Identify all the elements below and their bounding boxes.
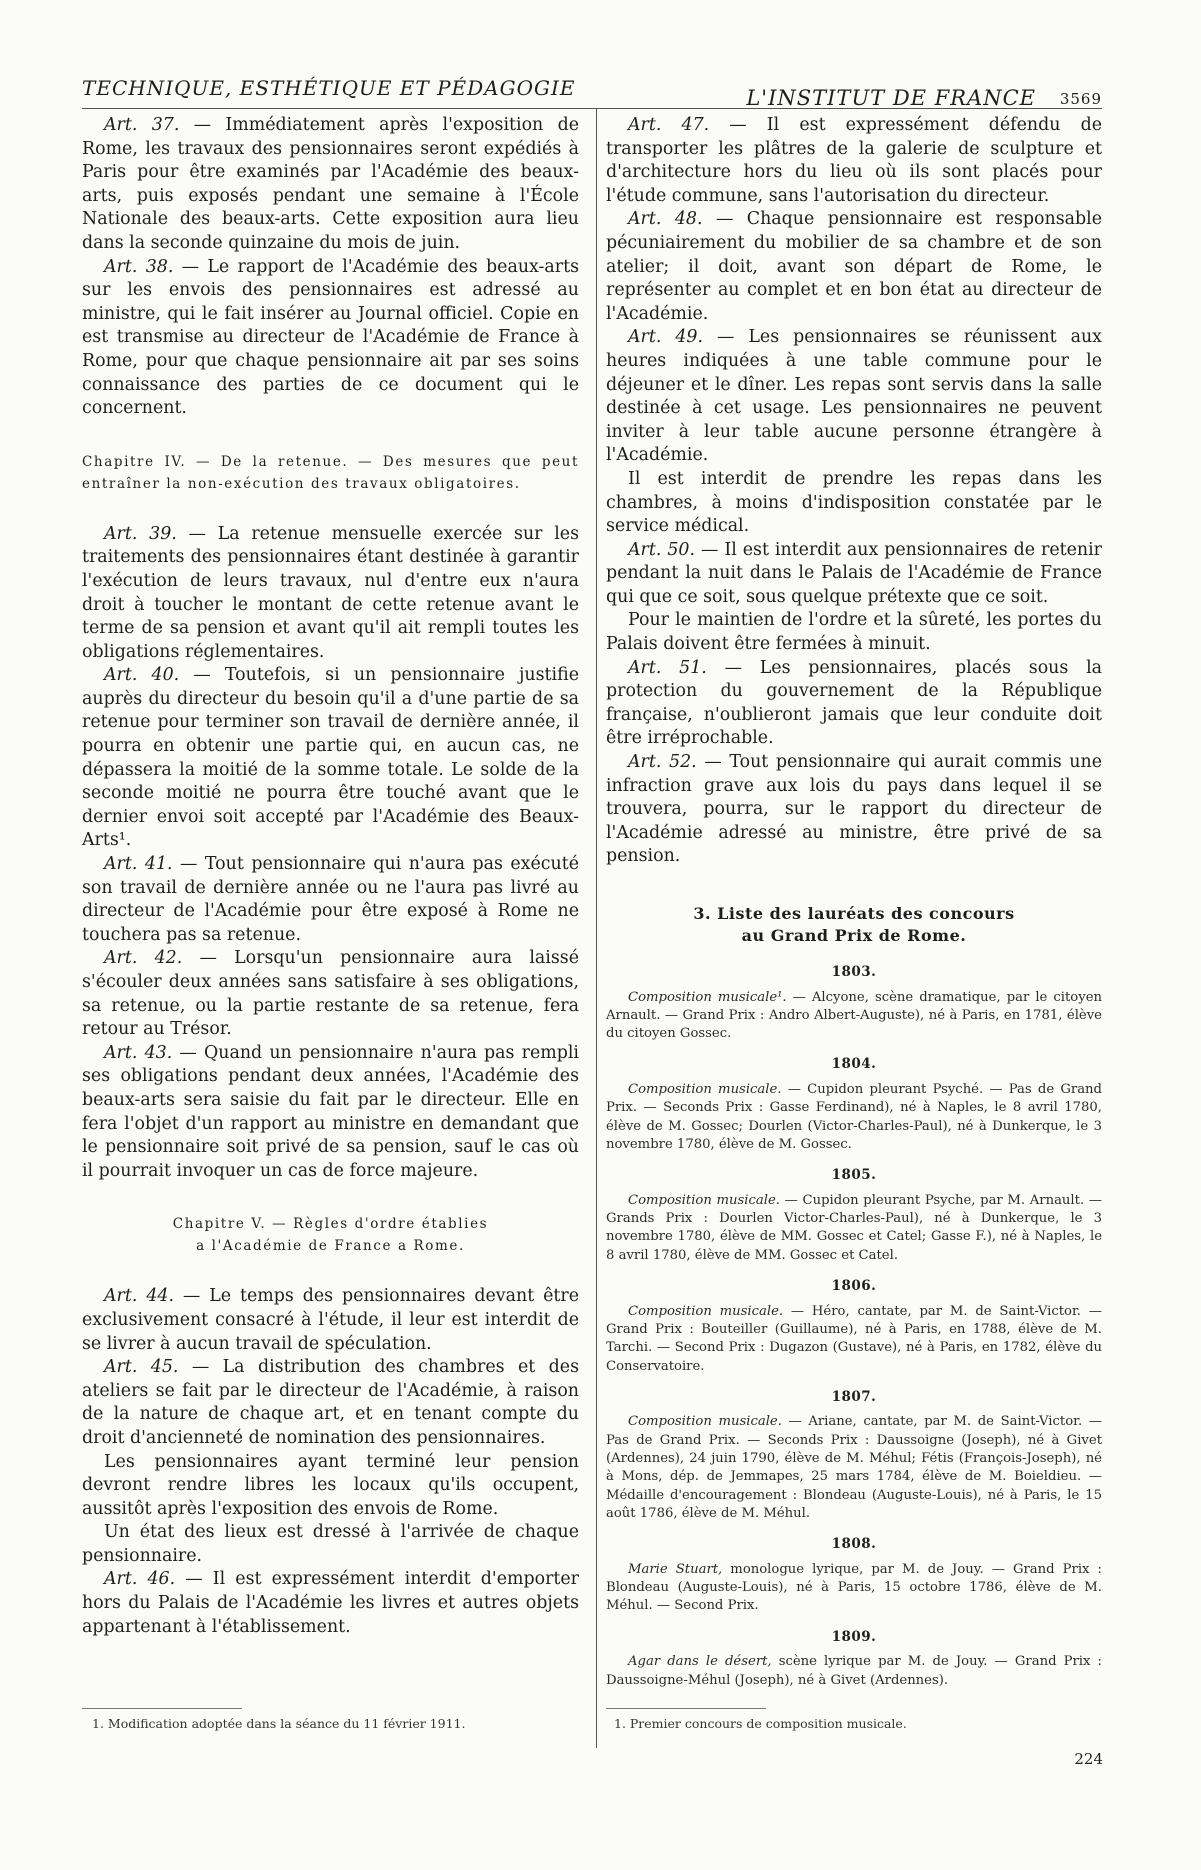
article-number: Art. 48. xyxy=(628,209,703,230)
article-number: Art. 44. xyxy=(104,1286,174,1307)
article-42 xyxy=(82,947,579,1041)
entry-text: — Héro, cantate, par M. de Saint-Victor. — Grand Prix : Bouteiller (Guillaume), né à Paris, en 1788, élève de M. Tarchi. — Second Prix : Dugazon (Gustave), né à Paris, en 1782, élève du Conservatoire. xyxy=(606,1303,1102,1374)
laureate-entry xyxy=(606,1192,1102,1265)
article-number: Art. 46. xyxy=(104,1569,176,1590)
article-52 xyxy=(606,751,1102,869)
right-column xyxy=(606,114,1102,1690)
chapter-5-line-1: Chapitre V. — Règles d'ordre établies xyxy=(172,1216,489,1233)
entry-lead: Composition musicale¹. xyxy=(628,989,787,1005)
paragraph xyxy=(606,468,1102,539)
article-text: — Tout pensionnaire qui aurait commis une infraction grave aux lois du pays dans lequel il se trouvera, pourra, sur le rapport du directeur de l'Académie adressé au ministre, être privé de sa pension. xyxy=(606,752,1103,867)
laureate-entry xyxy=(606,1303,1102,1376)
article-38 xyxy=(82,256,579,421)
article-44 xyxy=(82,1285,579,1356)
paragraph-text: Pour le maintien de l'ordre et la sûreté, les portes du Palais doivent être fermées à minuit. xyxy=(606,610,1102,655)
header-left: TECHNIQUE, ESTHÉTIQUE ET PÉDAGOGIE xyxy=(82,76,576,100)
year-heading: 1807. xyxy=(831,1388,877,1405)
entry-lead: Marie Stuart, xyxy=(628,1561,723,1577)
header-rule xyxy=(82,108,1102,109)
article-41 xyxy=(82,853,579,947)
header-right: L'INSTITUT DE FRANCE xyxy=(746,86,1036,110)
paragraph xyxy=(82,1521,579,1568)
laureate-entry xyxy=(606,1413,1102,1523)
article-51 xyxy=(606,657,1102,751)
chapter-4-heading: Chapitre IV. — De la retenue. — Des mesures que peut entraîner la non-exécution des travaux obligatoires. xyxy=(82,453,579,492)
article-number: Art. 39. xyxy=(104,523,177,544)
entry-text: — Ariane, cantate, par M. de Saint-Victor. — Pas de Grand Prix. — Seconds Prix : Daussoigne (Joseph), né à Givet (Ardennes), 24 juin 1790, élève de M. Méhul; Fétis (François-Joseph), né à Mons, dép. de Jemmapes, 25 mars 1784, élève de M. Boieldieu. — Médaille d'encouragement : Blondeau (Auguste-Louis), né à Paris, le 15 août 1786, élève de M. Méhul. xyxy=(606,1414,1102,1521)
article-number: Art. 47. xyxy=(628,115,710,135)
entry-lead: Agar dans le désert, xyxy=(628,1654,772,1670)
article-number: Art. 37. xyxy=(104,115,180,135)
running-header xyxy=(82,72,1102,110)
article-45 xyxy=(82,1356,579,1450)
footnote-left: 1. Modification adoptée dans la séance du 11 février 1911. xyxy=(92,1716,466,1731)
article-43 xyxy=(82,1042,579,1184)
article-text: — Il est interdit aux pensionnaires de retenir pendant la nuit dans le Palais de l'Académie de France qui que ce soit, sous quelque prétexte que ce soit. xyxy=(606,539,1102,607)
year-heading: 1804. xyxy=(831,1056,877,1073)
article-40 xyxy=(82,664,579,853)
year-heading: 1806. xyxy=(831,1278,877,1295)
article-48 xyxy=(606,208,1102,326)
section-title-line-1: 3. Liste des lauréats des concours xyxy=(693,904,1015,923)
article-number: Art. 42. xyxy=(104,948,183,969)
article-number: Art. 43. xyxy=(104,1042,173,1063)
laureate-entry xyxy=(606,1653,1102,1690)
article-text: — Lorsqu'un pensionnaire aura laissé s'écouler deux années sans satisfaire à ses obligations, sa retenue, ou la partie restante de sa retenue, fera retour au Trésor. xyxy=(82,948,579,1040)
paragraph-text: Un état des lieux est dressé à l'arrivée de chaque pensionnaire. xyxy=(82,1522,579,1566)
article-text: — Tout pensionnaire qui n'aura pas exécuté son travail de dernière année ou ne l'aura pas livré au directeur de l'Académie pour être exposé à Rome ne touchera pas sa retenue. xyxy=(82,854,579,945)
page-number: 3569 xyxy=(1059,90,1102,108)
article-text: — Immédiatement après l'exposition de Rome, les travaux des pensionnaires seront expédiés à Paris pour être examinés par l'Académie des beaux-arts, puis exposés pendant une semaine à l'École Nationale des beaux-arts. Cette exposition aura lieu dans la seconde quinzaine du mois de juin. xyxy=(82,115,580,253)
paragraph-text: Les pensionnaires ayant terminé leur pension devront rendre libres les locaux qu'ils occupent, aussitôt après l'exposition des envois de Rome. xyxy=(82,1451,579,1519)
article-text: — Le temps des pensionnaires devant être exclusivement consacré à l'étude, il leur est interdit de se livrer à aucun travail de spéculation. xyxy=(82,1286,579,1354)
article-number: Art. 51. xyxy=(628,657,707,678)
entry-lead: Composition musicale. xyxy=(628,1414,782,1430)
article-text: — Il est expressément interdit d'emporter hors du Palais de l'Académie les livres et autres objets appartenant à l'établissement. xyxy=(82,1569,579,1637)
article-text: — La retenue mensuelle exercée sur les traitements des pensionnaires étant destinée à garantir l'exécution de leurs travaux, nul d'entre eux n'aura droit à toucher le montant de cette retenue avant le terme de sa pension et avant qu'il ait rempli toutes les obligations réglementaires. xyxy=(82,523,579,662)
article-number: Art. 50. xyxy=(628,539,696,560)
article-49 xyxy=(606,326,1102,468)
article-number: Art. 41. xyxy=(104,854,173,875)
paragraph xyxy=(82,1451,579,1522)
article-text: — Le rapport de l'Académie des beaux-arts sur les envois des pensionnaires est adressé au ministre, qui le fait insérer au Journal officiel. Copie en est transmise au directeur de l'Académie de France à Rome, pour que chaque pensionnaire ait par ses soins connaissance des parties de ce document qui le concernent. xyxy=(82,256,579,419)
paragraph-text: Il est interdit de prendre les repas dans les chambres, à moins d'indisposition constatée par le service médical. xyxy=(606,468,1102,537)
folio-number: 224 xyxy=(1074,1750,1103,1768)
article-number: Art. 45. xyxy=(104,1357,179,1378)
chapter-5-heading xyxy=(82,1213,579,1257)
entry-lead: Composition musicale. xyxy=(628,1192,780,1208)
entry-text: — Cupidon pleurant Psyche, par M. Arnault. — Grands Prix : Dourlen Victor-Charles-Paul), né à Dunkerque, le 3 novembre 1780, élève de MM. Gossec et Catel; Gasse F.), né à Naples, le 8 avril 1780, élève de MM. Gossec et Catel. xyxy=(606,1192,1102,1263)
article-50 xyxy=(606,539,1102,610)
year-heading: 1809. xyxy=(831,1628,877,1645)
article-text: — Quand un pensionnaire n'aura pas rempli ses obligations pendant deux années, l'Académie des beaux-arts sera saisie du fait par le directeur. Elle en fera l'objet d'un rapport au ministre en demandant que le pensionnaire soit privé de sa pension, sauf le cas où il pourrait invoquer un cas de force majeure. xyxy=(82,1042,579,1181)
footnote-rule-right xyxy=(606,1708,766,1709)
article-text: — Chaque pensionnaire est responsable pécuniairement du mobilier de sa chambre et de son atelier; il doit, avant son départ de Rome, le représenter au complet et en bon état au directeur de l'Académie. xyxy=(606,209,1102,324)
left-column xyxy=(82,114,579,1639)
laureate-entry xyxy=(606,1081,1102,1154)
article-47 xyxy=(606,114,1102,208)
laureate-entry xyxy=(606,1561,1102,1616)
article-number: Art. 40. xyxy=(104,665,180,686)
article-text: — Les pensionnaires, placés sous la protection du gouvernement de la République française, n'oublieront jamais que leur conduite doit être irréprochable. xyxy=(606,657,1102,749)
article-39 xyxy=(82,523,579,665)
footnote-right: 1. Premier concours de composition musicale. xyxy=(614,1716,907,1731)
laureate-entry xyxy=(606,989,1102,1044)
year-heading: 1805. xyxy=(831,1167,877,1184)
footnote-rule-left xyxy=(82,1708,242,1709)
entry-lead: Composition musicale. xyxy=(628,1082,782,1098)
article-46 xyxy=(82,1568,579,1639)
article-text: — Il est expressément défendu de transporter les plâtres de la galerie de sculpture et d'architecture hors du lieu où ils sont placés pour l'étude commune, sans l'autorisation du directeur. xyxy=(606,115,1102,206)
year-heading: 1803. xyxy=(831,964,877,980)
entry-text: monologue lyrique, par M. de Jouy. — Grand Prix : Blondeau (Auguste-Louis), né à Paris, 15 octobre 1786, élève de M. Méhul. — Second Prix. xyxy=(606,1561,1102,1614)
article-37 xyxy=(82,114,579,256)
entry-lead: Composition musicale. xyxy=(628,1303,784,1319)
article-number: Art. 38. xyxy=(104,256,174,277)
year-heading: 1808. xyxy=(831,1536,877,1553)
article-number: Art. 52. xyxy=(628,752,697,773)
article-number: Art. 49. xyxy=(628,327,704,348)
section-title-line-2: au Grand Prix de Rome. xyxy=(741,926,967,945)
entry-text: scène lyrique par M. de Jouy. — Grand Prix : Daussoigne-Méhul (Joseph), né à Givet (Ardennes). xyxy=(606,1654,1102,1688)
article-text: — Les pensionnaires se réunissent aux heures indiquées à une table commune pour le déjeuner et le dîner. Les repas sont servis dans la salle destinée à cet usage. Les pensionnaires ne peuvent inviter à leur table aucune personne étrangère à l'Académie. xyxy=(606,327,1102,466)
laureates-section-title xyxy=(606,903,1102,947)
entry-text: — Alcyone, scène dramatique, par le citoyen Arnault. — Grand Prix : Andro Albert-Auguste), né à Paris, en 1781, élève du citoyen Gossec. xyxy=(606,989,1102,1042)
chapter-5-line-2: a l'Académie de France a Rome. xyxy=(196,1238,465,1255)
paragraph xyxy=(606,609,1102,656)
article-text: — La distribution des chambres et des ateliers se fait par le directeur de l'Académie, à raison de la nature de chaque art, et en tenant compte du droit d'ancienneté de nomination des pensionnaires. xyxy=(82,1357,580,1448)
column-divider xyxy=(596,108,597,1748)
article-text: — Toutefois, si un pensionnaire justifie auprès du directeur du besoin qu'il a d'une partie de sa retenue pour terminer son travail de dernière année, il pourra en obtenir une partie qui, en aucun cas, ne dépassera la moitié de la somme totale. Le solde de la seconde moitié ne pourra être touché avant que le dernier envoi soit accepté par l'Académie des Beaux-Arts¹. xyxy=(82,665,579,851)
entry-text: — Cupidon pleurant Psyché. — Pas de Grand Prix. — Seconds Prix : Gasse Ferdinand), né à Naples, le 8 avril 1780, élève de M. Gossec; Dourlen (Victor-Charles-Paul), né à Dunkerque, le 3 novembre 1780, élève de M. Gossec. xyxy=(606,1082,1102,1152)
